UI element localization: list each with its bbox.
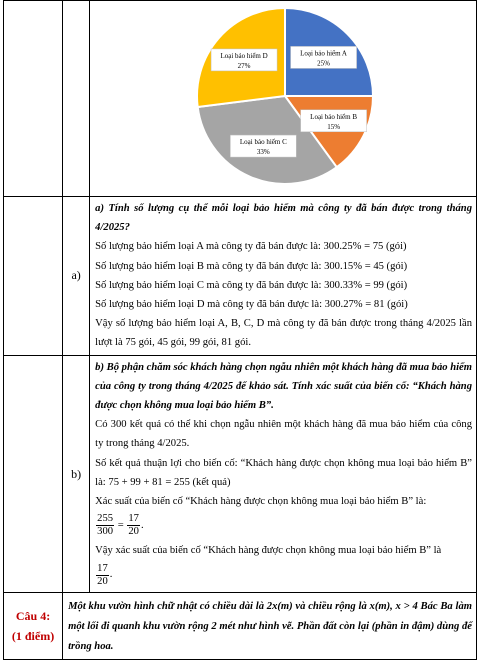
question-4-row bbox=[4, 593, 477, 660]
empty-cell bbox=[4, 1, 63, 197]
slice-percent: 27% bbox=[237, 61, 251, 70]
fraction-numerator: 17 bbox=[128, 513, 139, 525]
slice-label: Loại bảo hiểm D bbox=[220, 51, 268, 60]
part-a-line: Số lượng bảo hiểm loại D mà công ty đã bán được là: 300.27% = 81 (gói) bbox=[95, 299, 408, 311]
pie-chart-cell bbox=[90, 1, 477, 197]
part-b-conclusion: Vậy xác suất của biến cố “Khách hàng được chọn không mua loại bảo hiểm B” là bbox=[95, 545, 442, 557]
part-a-row bbox=[4, 197, 477, 356]
part-a-conclusion: Vậy số lượng bảo hiểm loại A, B, C, D mà công ty đã bán được trong tháng 4/2025 lần lượt là 75 gói, 45 gói, 99 gói, 81 gói. bbox=[95, 318, 472, 349]
part-a-question: a) Tính số lượng cụ thể mỗi loại bảo hiểm mà công ty đã bán được trong tháng 4/2025? bbox=[95, 203, 472, 234]
fraction-numerator: 255 bbox=[97, 513, 114, 525]
fraction-denominator: 20 bbox=[97, 575, 108, 587]
slice-percent: 15% bbox=[327, 122, 341, 131]
part-b-line: Có 300 kết quả có thể khi chọn ngẫu nhiên một khách hàng đã mua bảo hiểm của công ty trong tháng 4/2025. bbox=[95, 419, 472, 450]
part-a-content bbox=[90, 197, 477, 356]
part-b-fraction-line bbox=[95, 511, 472, 541]
pie-chart bbox=[90, 1, 476, 191]
fraction bbox=[96, 563, 109, 588]
question-4-header bbox=[4, 593, 63, 660]
slice-data-label bbox=[211, 49, 277, 71]
question-4-text: Một khu vườn hình chữ nhật có chiều dài là 2x(m) và chiều rộng là x(m), x > 4 Bác Ba làm một lối đi quanh khu vườn rộng 2 mét như hình vẽ. Phần đất còn lại (phần in đậm) dùng để trồng hoa. bbox=[63, 593, 477, 660]
slice-data-label bbox=[230, 135, 296, 157]
part-a-line: Số lượng bảo hiểm loại C mà công ty đã bán được là: 300.33% = 99 (gói) bbox=[95, 279, 408, 291]
fraction bbox=[96, 513, 114, 538]
empty-cell bbox=[4, 355, 63, 593]
slice-label: Loại bảo hiểm C bbox=[240, 138, 287, 147]
part-a-line: Số lượng bảo hiểm loại A mà công ty đã bán được là: 300.25% = 75 (gói) bbox=[95, 241, 407, 253]
slice-percent: 25% bbox=[317, 59, 331, 68]
empty-cell bbox=[63, 1, 90, 197]
fraction bbox=[127, 513, 140, 538]
part-b-line: Xác suất của biến cố “Khách hàng được chọn không mua loại bảo hiểm B” là: bbox=[95, 496, 427, 508]
part-b-fraction-line bbox=[95, 560, 472, 590]
fraction-denominator: 20 bbox=[128, 526, 139, 538]
chart-row bbox=[4, 1, 477, 197]
part-b-line: Số kết quả thuận lợi cho biến cố: “Khách hàng được chọn không mua loại bảo hiểm B” là: 75 + 99 + 81 = 255 (kết quả) bbox=[95, 457, 472, 488]
part-b-content bbox=[90, 355, 477, 593]
fraction-numerator: 17 bbox=[97, 562, 108, 574]
slice-label: Loại bảo hiểm B bbox=[310, 112, 358, 121]
empty-cell bbox=[4, 197, 63, 356]
equals-sign: = bbox=[117, 520, 124, 532]
slice-percent: 33% bbox=[257, 148, 270, 157]
solution-table bbox=[3, 0, 477, 660]
fraction-denominator: 300 bbox=[97, 526, 114, 538]
slice-label: Loại bảo hiểm A bbox=[300, 49, 348, 58]
period: . bbox=[140, 520, 144, 532]
period: . bbox=[109, 569, 113, 581]
slice-data-label bbox=[291, 46, 357, 68]
slice-data-label bbox=[301, 110, 367, 132]
part-b-row bbox=[4, 355, 477, 593]
part-b-label: b) bbox=[63, 355, 90, 593]
part-a-label: a) bbox=[63, 197, 90, 356]
part-b-question: b) Bộ phận chăm sóc khách hàng chọn ngẫu nhiên một khách hàng đã mua bảo hiểm của công ty trong tháng 4/2025 để khảo sát. Tính xác suất của biến cố: “Khách hàng được chọn không mua loại bảo hiểm B”. bbox=[95, 361, 472, 412]
question-4-title: Câu 4: bbox=[15, 609, 51, 624]
question-4-points: (1 điểm) bbox=[11, 629, 55, 644]
part-a-line: Số lượng bảo hiểm loại B mà công ty đã bán được là: 300.15% = 45 (gói) bbox=[95, 260, 408, 272]
